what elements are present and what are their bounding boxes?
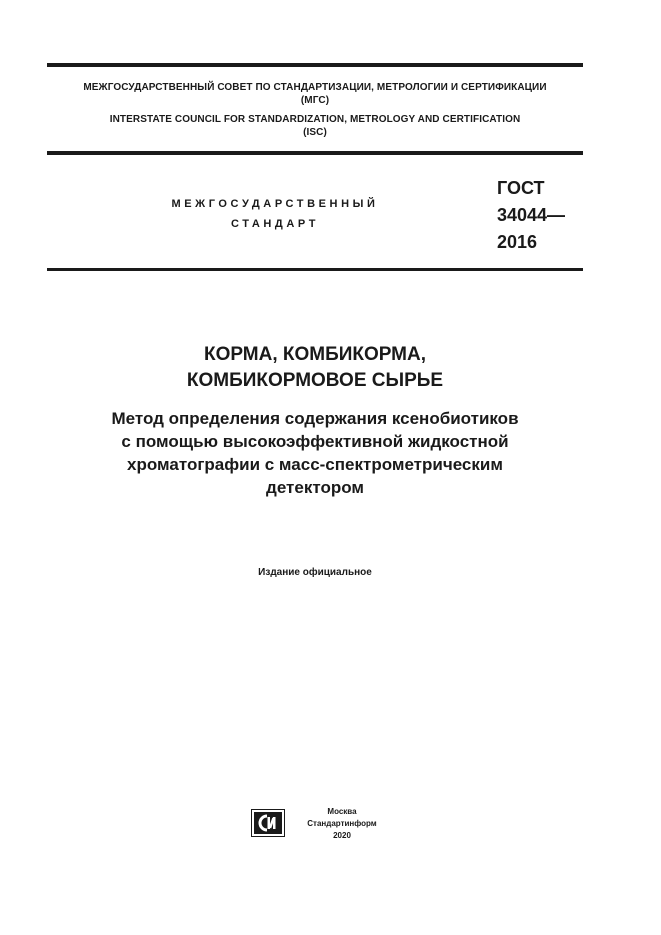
- gost-number: 34044—: [497, 205, 566, 225]
- publisher-name: Стандартинформ: [307, 819, 377, 828]
- publisher-year: 2020: [333, 831, 351, 840]
- council-ru-abbrev: (МГС): [300, 95, 330, 106]
- top-rule: [47, 63, 583, 67]
- document-title-line1: КОРМА, КОМБИКОРМА,: [203, 344, 427, 365]
- document-subtitle-line4: детектором: [266, 478, 364, 497]
- document-subtitle-line1: Метод определения содержания ксенобиотиков: [111, 409, 519, 428]
- council-bottom-rule: [47, 151, 583, 155]
- edition-label: Издание официальное: [258, 567, 372, 578]
- publisher-city: Москва: [327, 807, 357, 816]
- document-title-line2: КОМБИКОРМОВОЕ СЫРЬЕ: [186, 370, 444, 391]
- council-en-abbrev: (ISC): [303, 127, 327, 138]
- gost-year: 2016: [497, 232, 538, 252]
- council-en-line1: INTERSTATE COUNCIL FOR STANDARDIZATION, METROLOGY AND CERTIFICATION: [109, 114, 521, 125]
- council-ru-line1: МЕЖГОСУДАРСТВЕННЫЙ СОВЕТ ПО СТАНДАРТИЗАЦИИ, МЕТРОЛОГИИ И СЕРТИФИКАЦИИ: [83, 82, 547, 93]
- standard-type-line1: МЕЖГОСУДАРСТВЕННЫЙ: [171, 198, 379, 210]
- document-subtitle-line3: хроматографии с масс-спектрометрическим: [127, 455, 503, 474]
- gost-prefix: ГОСТ: [497, 178, 545, 198]
- standartinform-logo-icon: [251, 809, 285, 837]
- document-subtitle-line2: с помощью высокоэффективной жидкостной: [121, 432, 509, 451]
- header-bottom-rule: [47, 268, 583, 271]
- standard-type-line2: СТАНДАРТ: [230, 218, 320, 230]
